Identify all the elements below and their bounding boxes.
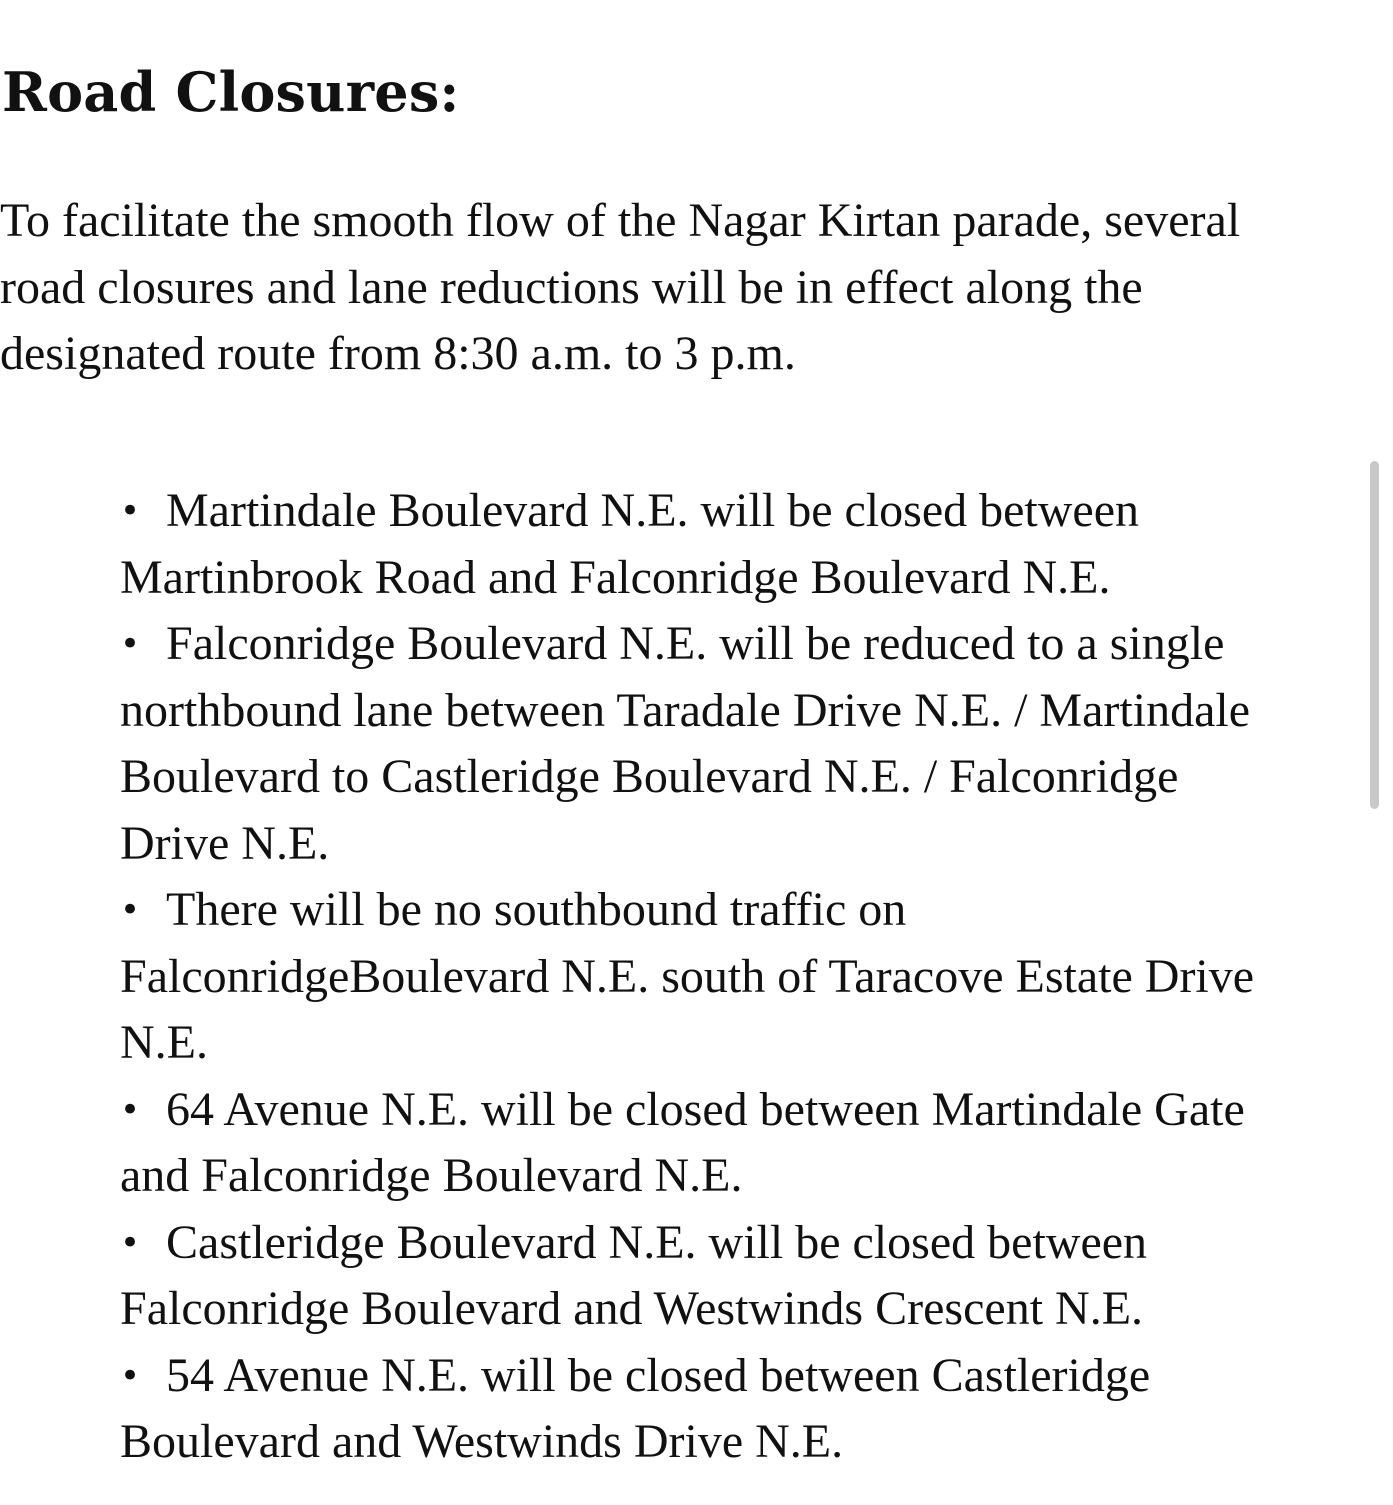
bullet-icon: •: [120, 491, 141, 531]
list-item: [120, 1343, 1285, 1476]
list-item: [120, 478, 1285, 611]
bullet-icon: •: [120, 1089, 141, 1130]
bullet-icon: •: [120, 624, 141, 664]
list-item: [120, 1077, 1285, 1210]
list-item-text: Falconridge Boulevard N.E. will be reduced to a single northbound lane between Taradale Drive N.E. / Martindale Boulevard to Castleridge Boulevard N.E. / Falconridge Drive N.E.: [120, 617, 1251, 870]
list-item-text: 64 Avenue N.E. will be closed between Martindale Gate and Falconridge Boulevard N.E.: [120, 1082, 1245, 1202]
list-item: [120, 611, 1285, 877]
list-item: [120, 877, 1285, 1077]
list-item: [120, 1210, 1285, 1343]
bullet-icon: •: [120, 890, 141, 930]
intro-paragraph: To facilitate the smooth flow of the Nagar Kirtan parade, several road closures and lane reductions will be in effect along the designated route from 8:30 a.m. to 3 p.m.: [0, 194, 1241, 380]
bullet-icon: •: [120, 1222, 141, 1263]
list-item-text: Martindale Boulevard N.E. will be closed between Martinbrook Road and Falconridge Boulevard N.E.: [120, 484, 1140, 604]
list-item-text: Castleridge Boulevard N.E. will be closed between Falconridge Boulevard and Westwinds Crescent N.E.: [120, 1215, 1148, 1335]
road-closure-list: [120, 478, 1285, 1476]
section-heading: Road Closures:: [2, 60, 460, 124]
bullet-icon: •: [120, 1355, 141, 1396]
scrollbar-thumb[interactable]: [1370, 461, 1379, 809]
list-item-text: There will be no southbound traffic on FalconridgeBoulevard N.E. south of Taracove Estate Drive N.E.: [120, 883, 1255, 1069]
list-item-text: 54 Avenue N.E. will be closed between Castleridge Boulevard and Westwinds Drive N.E.: [120, 1348, 1151, 1468]
